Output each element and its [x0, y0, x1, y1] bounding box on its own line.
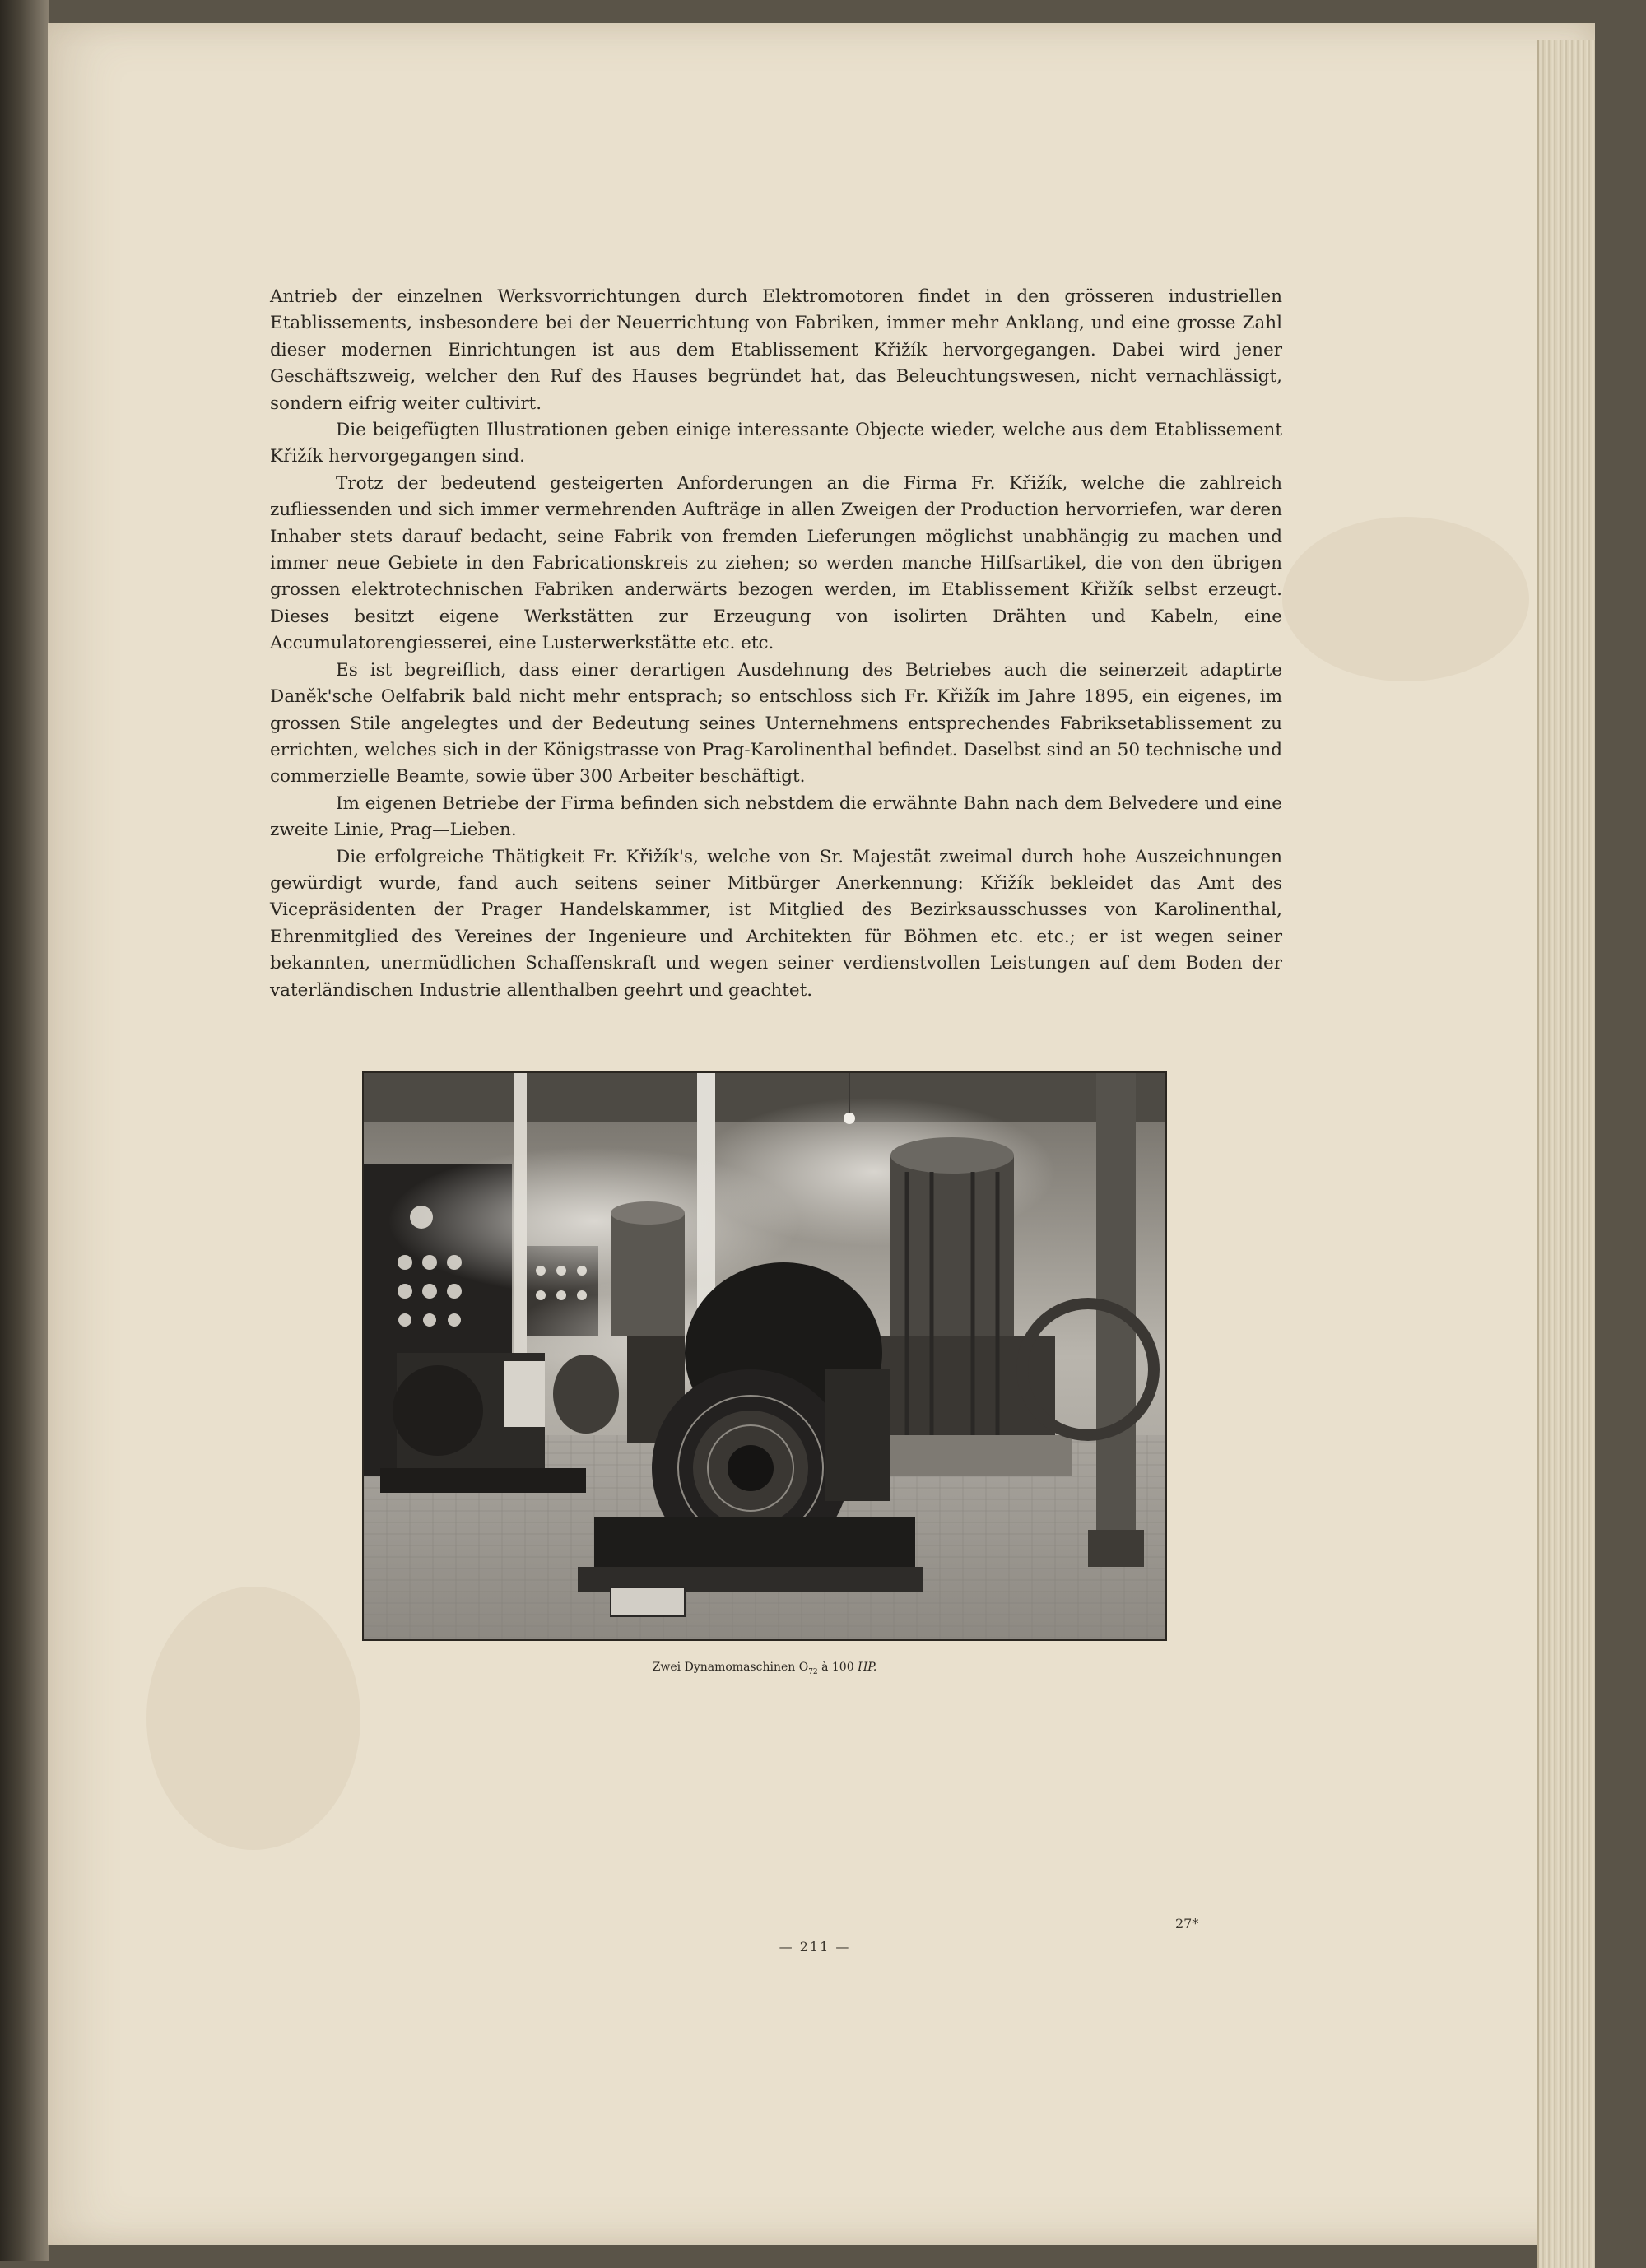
paragraph-3: Trotz der bedeutend gesteigerten Anforderungen an die Firma Fr. Křižík, welche die zahlreich zufliessenden und sich immer vermehrenden Aufträge in allen Zweigen der Production hervorriefen, war deren Inhaber stets darauf bedacht, seine Fabrik von fremden Lieferungen möglichst unabhängig zu machen und immer neue Gebiete in den Fabricationskreis zu ziehen; so werden manche Hilfsartikel, die von den übrigen grossen elektrotechnischen Fabriken anderwärts bezogen werden, im Etablissement Křižík selbst erzeugt. Dieses besitzt eigene Werkstätten zur Erzeugung von isolirten Drähten und Kabeln, eine Accumulatorengiesserei, eine Lusterwerkstätte etc. etc.	[270, 472, 1282, 654]
dynamo-machines-photograph	[362, 1071, 1167, 1641]
caption-middle: à 100	[817, 1661, 858, 1674]
page-number: — 211 —	[779, 1939, 851, 1954]
scan-background-edge	[0, 0, 49, 2261]
paragraph-4: Es ist begreiflich, dass einer derartigen Ausdehnung des Betriebes auch die seinerzeit adaptirte Daněk'sche Oelfabrik bald nicht mehr entsprach; so entschloss sich Fr. Křižík im Jahre 1895, ein eigenes, im grossen Stile angelegtes und der Bedeutung seines Unternehmens entsprechendes Fabriksetablissement zu errichten, welches sich in der Königstrasse von Prag-Karolinenthal befindet. Daselbst sind an 50 technische und commerzielle Beamte, sowie über 300 Arbeiter beschäftigt.	[270, 659, 1282, 788]
page-stack-edge	[1537, 40, 1595, 2268]
paper-stain	[146, 1587, 360, 1850]
photograph-illustration	[364, 1073, 1165, 1639]
paper-stain	[1282, 517, 1529, 681]
paragraph-2: Die beigefügten Illustrationen geben einige interessante Objecte wieder, welche aus dem Etablissement Křižík hervorgegangen sind.	[270, 420, 1282, 467]
figure-caption	[362, 1661, 1167, 1676]
body-text	[270, 284, 1282, 1004]
caption-unit: HP.	[858, 1661, 877, 1674]
caption-prefix: Zwei Dynamomaschinen O	[652, 1661, 809, 1674]
signature-mark: 27*	[1175, 1916, 1199, 1931]
caption-subscript: 72	[808, 1667, 818, 1676]
paragraph-5: Im eigenen Betriebe der Firma befinden sich nebstdem die erwähnte Bahn nach dem Belvedere und eine zweite Linie, Prag—Lieben.	[270, 792, 1282, 841]
paragraph-1: Antrieb der einzelnen Werksvorrichtungen durch Elektromotoren findet in den grösseren industriellen Etablissements, insbesondere bei der Neuerrichtung von Fabriken, immer mehr Anklang, und eine grosse Zahl dieser modernen Einrichtungen ist aus dem Etablissement Křižík hervorgegangen. Dabei wird jener Geschäftszweig, welcher den Ruf des Hauses begründet hat, das Beleuchtungswesen, nicht vernachlässigt, sondern eifrig weiter cultivirt.	[270, 286, 1282, 414]
paragraph-6: Die erfolgreiche Thätigkeit Fr. Křižík's, welche von Sr. Majestät zweimal durch hohe Auszeichnungen gewürdigt wurde, fand auch seitens seiner Mitbürger Anerkennung: Křižík bekleidet das Amt des Vicepräsidenten der Prager Handelskammer, ist Mitglied des Bezirksausschusses von Karolinenthal, Ehrenmitglied des Vereines der Ingenieure und Architekten für Böhmen etc. etc.; er ist wegen seiner bekannten, unermüdlichen Schaffenskraft und wegen seiner verdienstvollen Leistungen auf dem Boden der vaterländischen Industrie allenthalben geehrt und geachtet.	[270, 846, 1282, 1001]
